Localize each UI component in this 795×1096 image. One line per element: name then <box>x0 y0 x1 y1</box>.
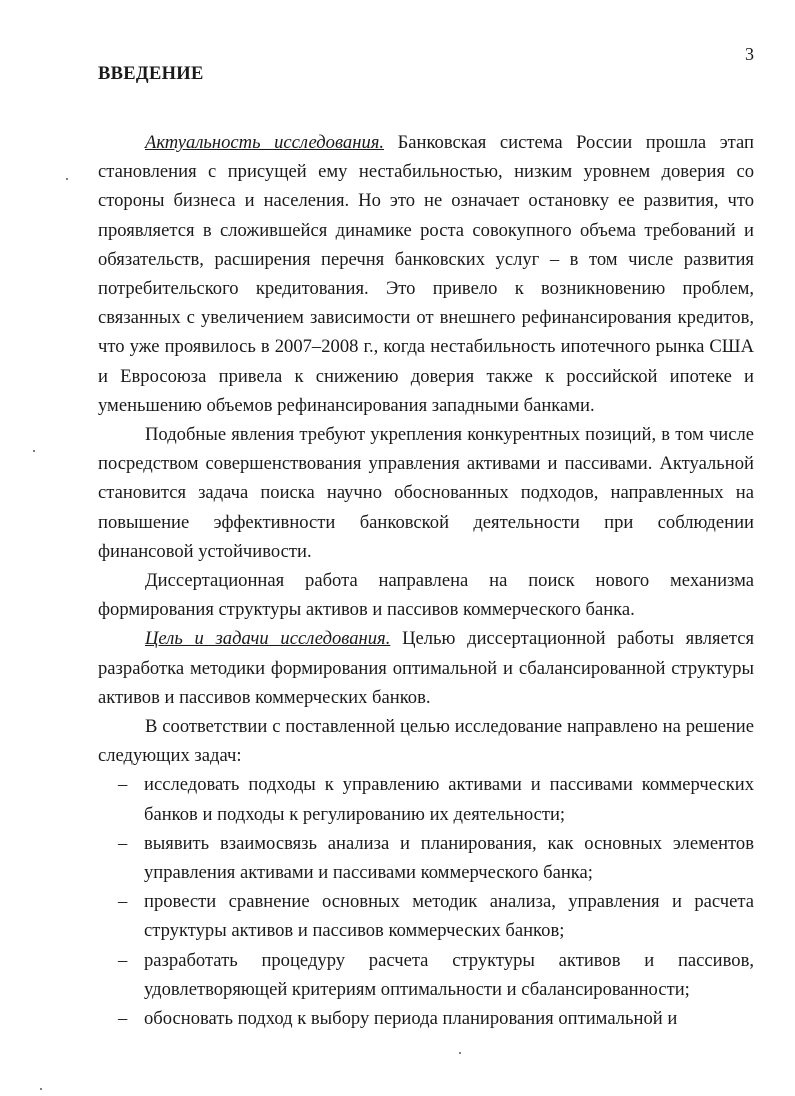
paragraph-3: Диссертационная работа направлена на поиск нового механизма формирования структуры активов и пассивов коммерческого банка. <box>98 570 754 621</box>
list-item <box>98 770 754 828</box>
list-item-text: выявить взаимосвязь анализа и планирования, как основных элементов управления активами и пассивами коммерческого банка; <box>144 832 754 884</box>
task-list <box>98 770 754 1033</box>
list-item <box>98 946 754 1004</box>
paragraph-goal <box>98 624 754 712</box>
paragraph-5: В соответствии с поставленной целью исследование направлено на решение следующих задач: <box>98 716 754 767</box>
list-dash: – <box>118 1008 128 1030</box>
list-dash: – <box>118 774 128 796</box>
relevance-lead: Актуальность исследования. <box>145 132 385 153</box>
list-dash: – <box>118 949 128 971</box>
goal-lead: Цель и задачи исследования. <box>145 628 391 650</box>
scan-speck <box>459 1052 461 1054</box>
list-item <box>98 887 754 945</box>
document-body <box>98 128 754 1033</box>
list-item-text: провести сравнение основных методик анализа, управления и расчета структуры активов и пассивов коммерческих банков; <box>144 891 754 942</box>
goal-text: Целью диссертационной работы является разработка методики формирования оптимальной и сбалансированной структуры активов и пассивов коммерческих банков. <box>98 628 754 708</box>
list-dash: – <box>118 891 128 913</box>
list-item-text: разработать процедуру расчета структуры активов и пассивов, удовлетворяющей критериям оптимальности и сбалансированности; <box>144 949 754 1000</box>
scan-speck <box>66 178 68 180</box>
list-item-text: обосновать подход к выбору периода планирования оптимальной и <box>144 1008 678 1030</box>
paragraph-relevance <box>98 128 754 420</box>
list-dash: – <box>118 832 128 854</box>
list-item <box>98 1004 754 1033</box>
page-number: 3 <box>745 44 754 64</box>
scan-speck <box>33 450 35 452</box>
list-item-text: исследовать подходы к управлению активами и пассивами коммерческих банков и подходы к регулированию их деятельности; <box>144 774 754 825</box>
paragraph-2: Подобные явления требуют укрепления конкурентных позиций, в том числе посредством совершенствования управления активами и пассивами. Актуальной становится задача поиска научно обоснованных подходов, направленных на повышение эффективности банковской деятельности при соблюдении финансовой устойчивости. <box>98 424 754 562</box>
list-item <box>98 829 754 887</box>
scan-speck <box>40 1088 42 1090</box>
relevance-text: Банковская система России прошла этап становления с присущей ему нестабильностью, низким уровнем доверия со стороны бизнеса и населения. Но это не означает остановку ее развития, что проявляется в сложившейся динамике роста совокупного объема требований и обязательств, расширения перечня банковских услуг – в том числе развития потребительского кредитования. Это привело к возникновению проблем, связанных с увеличением зависимости от внешнего рефинансирования кредитов, что уже проявилось в 2007–2008 г., когда нестабильность ипотечного рынка США и Евросоюза привела к снижению доверия также к российской ипотеке и уменьшению объемов рефинансирования западными банками. <box>98 132 754 416</box>
section-heading: ВВЕДЕНИЕ <box>98 64 204 84</box>
